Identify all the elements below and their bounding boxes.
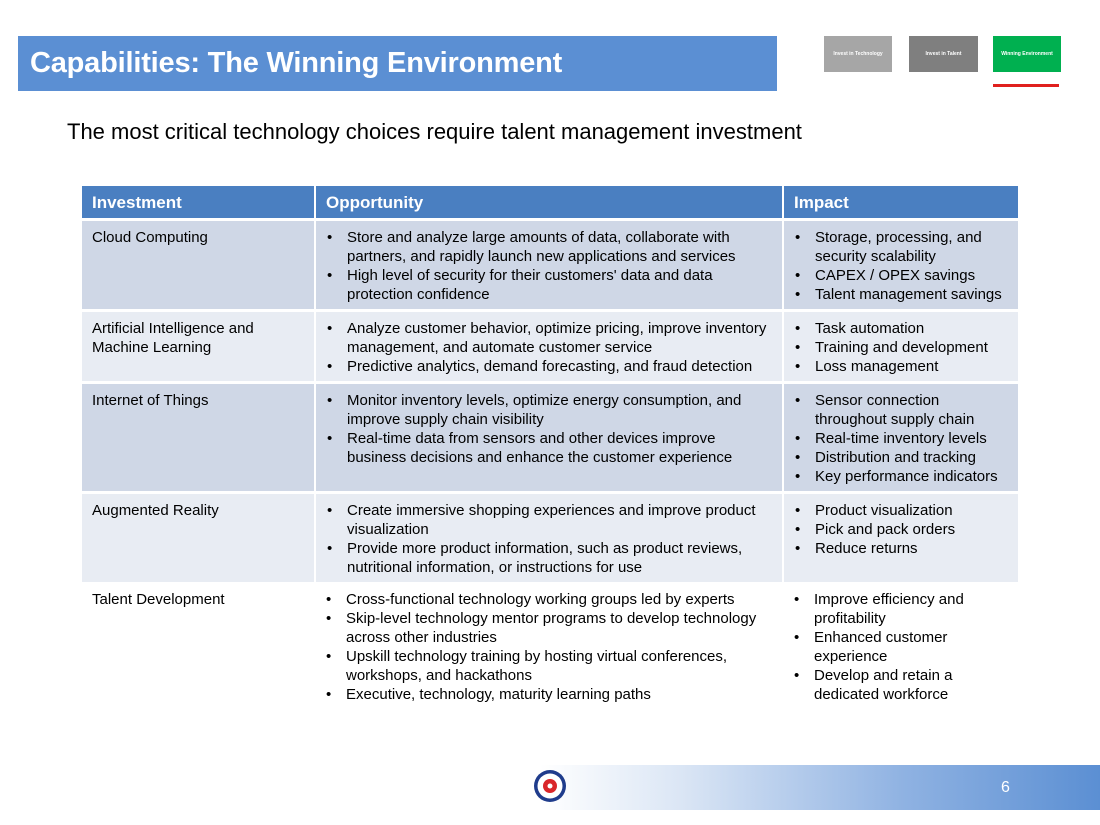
list-item: • Predictive analytics, demand forecasting, and fraud detection	[326, 357, 772, 376]
list-item: • Create immersive shopping experiences and improve product visualization	[326, 501, 772, 539]
opportunity-cell	[315, 220, 783, 311]
investment-cell: Augmented Reality	[82, 493, 315, 584]
table-row	[82, 383, 1018, 493]
opportunity-cell	[315, 493, 783, 584]
nav-button-winning-environment[interactable]: Winning Environment	[993, 36, 1061, 72]
active-tab-indicator	[993, 84, 1059, 87]
table-row	[82, 311, 1018, 383]
list-item: • Key performance indicators	[794, 467, 1008, 486]
opportunity-cell	[315, 383, 783, 493]
footer-bar	[540, 765, 1100, 810]
investment-cell: Talent Development	[82, 584, 315, 711]
list-item: • Distribution and tracking	[794, 448, 1008, 467]
table-header-row	[82, 186, 1018, 220]
list-item: • Develop and retain a dedicated workforce	[793, 666, 1008, 704]
table-row	[82, 220, 1018, 311]
list-item: • Real-time data from sensors and other devices improve business decisions and enhance the customer experience	[326, 429, 772, 467]
impact-cell	[783, 311, 1018, 383]
impact-cell	[783, 584, 1018, 711]
list-item: • Enhanced customer experience	[793, 628, 1008, 666]
impact-cell	[783, 383, 1018, 493]
roundel-logo-icon	[533, 769, 567, 803]
list-item: • Monitor inventory levels, optimize energy consumption, and improve supply chain visibility	[326, 391, 772, 429]
investment-cell: Cloud Computing	[82, 220, 315, 311]
list-item: • Reduce returns	[794, 539, 1008, 558]
investment-cell: Artificial Intelligence and Machine Learning	[82, 311, 315, 383]
opportunity-cell	[315, 311, 783, 383]
list-item: • CAPEX / OPEX savings	[794, 266, 1008, 285]
investment-table	[82, 186, 1018, 712]
list-item: • Product visualization	[794, 501, 1008, 520]
list-item: • Real-time inventory levels	[794, 429, 1008, 448]
list-item: • Loss management	[794, 357, 1008, 376]
list-item: • Store and analyze large amounts of data, collaborate with partners, and rapidly launch new applications and services	[326, 228, 772, 266]
investment-cell: Internet of Things	[82, 383, 315, 493]
impact-cell	[783, 493, 1018, 584]
nav-button-invest-technology[interactable]: Invest in Technology	[824, 36, 892, 72]
slide-title: Capabilities: The Winning Environment	[30, 47, 563, 79]
list-item: • Provide more product information, such as product reviews, nutritional information, or instructions for use	[326, 539, 772, 577]
header-investment: Investment	[82, 186, 315, 220]
list-item: • Executive, technology, maturity learning paths	[325, 685, 773, 704]
list-item: • Training and development	[794, 338, 1008, 357]
list-item: • Pick and pack orders	[794, 520, 1008, 539]
slide-subtitle: The most critical technology choices require talent management investment	[67, 119, 802, 144]
list-item: • High level of security for their customers' data and data protection confidence	[326, 266, 772, 304]
header-impact: Impact	[783, 186, 1018, 220]
impact-cell	[783, 220, 1018, 311]
list-item: • Skip-level technology mentor programs to develop technology across other industries	[325, 609, 773, 647]
list-item: • Analyze customer behavior, optimize pricing, improve inventory management, and automate customer service	[326, 319, 772, 357]
table-row	[82, 493, 1018, 584]
title-bar	[18, 36, 777, 91]
opportunity-cell	[315, 584, 783, 711]
list-item: • Sensor connection throughout supply chain	[794, 391, 1008, 429]
list-item: • Cross-functional technology working groups led by experts	[325, 590, 773, 609]
page-number: 6	[1001, 779, 1010, 796]
list-item: • Upskill technology training by hosting virtual conferences, workshops, and hackathons	[325, 647, 773, 685]
list-item: • Storage, processing, and security scalability	[794, 228, 1008, 266]
header-opportunity: Opportunity	[315, 186, 783, 220]
list-item: • Talent management savings	[794, 285, 1008, 304]
list-item: • Improve efficiency and profitability	[793, 590, 1008, 628]
nav-button-invest-talent[interactable]: Invest in Talent	[909, 36, 978, 72]
list-item: • Task automation	[794, 319, 1008, 338]
table-row	[82, 584, 1018, 711]
